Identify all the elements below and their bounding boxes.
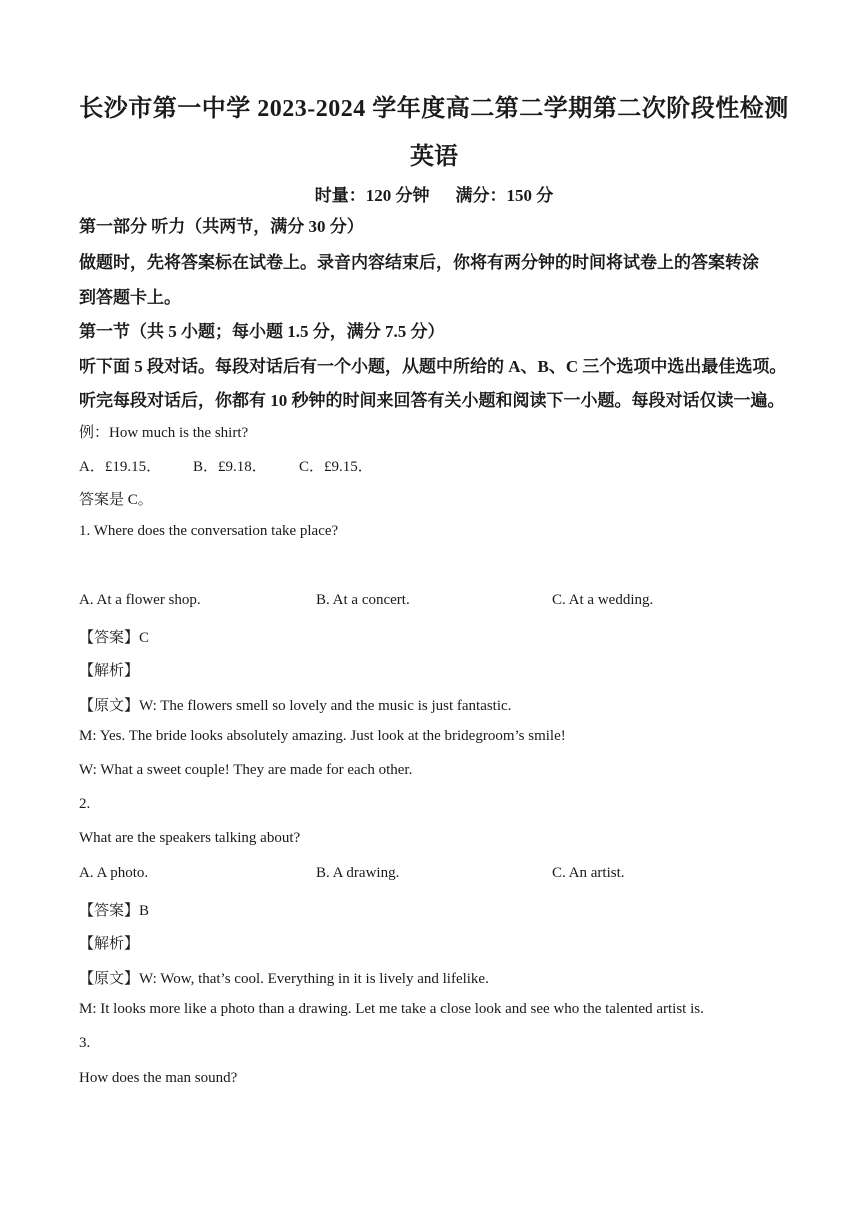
part1-heading: 第一部分 听力（共两节，满分 30 分） bbox=[79, 217, 364, 236]
q2-transcript-line-1: 【原文】W: Wow, that’s cool. Everything in it is lively and lifelike. bbox=[79, 971, 489, 987]
q2-analysis-label: 【解析】 bbox=[79, 936, 140, 952]
example-answer: 答案是 C。 bbox=[79, 492, 153, 508]
time-limit: 时量：120 分钟 bbox=[314, 186, 430, 205]
section1-heading: 第一节（共 5 小题；每小题 1.5 分，满分 7.5 分） bbox=[79, 322, 445, 341]
question-3-number: 3. bbox=[79, 1035, 91, 1051]
exam-meta bbox=[0, 181, 868, 206]
question-2-number: 2. bbox=[79, 796, 91, 812]
example-option-c: C．£9.15． bbox=[299, 459, 373, 475]
q1-transcript-line-1: 【原文】W: The flowers smell so lovely and the music is just fantastic. bbox=[79, 698, 512, 714]
question-1: 1. Where does the conversation take place? bbox=[79, 523, 339, 539]
section1-line-2: 听完每段对话后，你都有 10 秒钟的时间来回答有关小题和阅读下一小题。每段对话仅读一遍。 bbox=[79, 391, 785, 410]
q2-transcript-line-2: M: It looks more like a photo than a drawing. Let me take a close look and see who the talented artist is. bbox=[79, 1001, 704, 1017]
full-score: 满分：150 分 bbox=[455, 186, 554, 205]
q1-transcript-line-2: M: Yes. The bride looks absolutely amazing. Just look at the bridegroom’s smile! bbox=[79, 728, 566, 744]
section1-line-1: 听下面 5 段对话。每段对话后有一个小题，从题中所给的 A、B、C 三个选项中选出最佳选项。 bbox=[79, 357, 787, 376]
question-2: What are the speakers talking about? bbox=[79, 830, 301, 846]
q2-option-c: C. An artist. bbox=[552, 865, 625, 881]
q2-answer: 【答案】B bbox=[79, 903, 150, 919]
exam-title: 长沙市第一中学 2023-2024 学年度高二第二学期第二次阶段性检测 bbox=[79, 96, 789, 122]
q1-analysis-label: 【解析】 bbox=[79, 663, 140, 679]
q2-option-a: A. A photo. bbox=[79, 865, 149, 881]
instruction-line-1: 做题时，先将答案标在试卷上。录音内容结束后，你将有两分钟的时间将试卷上的答案转涂 bbox=[79, 253, 759, 272]
q1-option-a: A. At a flower shop. bbox=[79, 592, 201, 608]
q2-option-b: B. A drawing. bbox=[316, 865, 400, 881]
question-3: How does the man sound? bbox=[79, 1070, 238, 1086]
example-option-b: B．£9.18． bbox=[193, 459, 267, 475]
subject-title: 英语 bbox=[410, 144, 458, 170]
q1-transcript-line-3: W: What a sweet couple! They are made for each other. bbox=[79, 762, 413, 778]
example-option-a: A．£19.15． bbox=[79, 459, 162, 475]
q1-option-c: C. At a wedding. bbox=[552, 592, 654, 608]
instruction-line-2: 到答题卡上。 bbox=[79, 288, 181, 307]
q1-option-b: B. At a concert. bbox=[316, 592, 410, 608]
example-question: 例：How much is the shirt? bbox=[79, 425, 249, 441]
q1-answer: 【答案】C bbox=[79, 630, 150, 646]
